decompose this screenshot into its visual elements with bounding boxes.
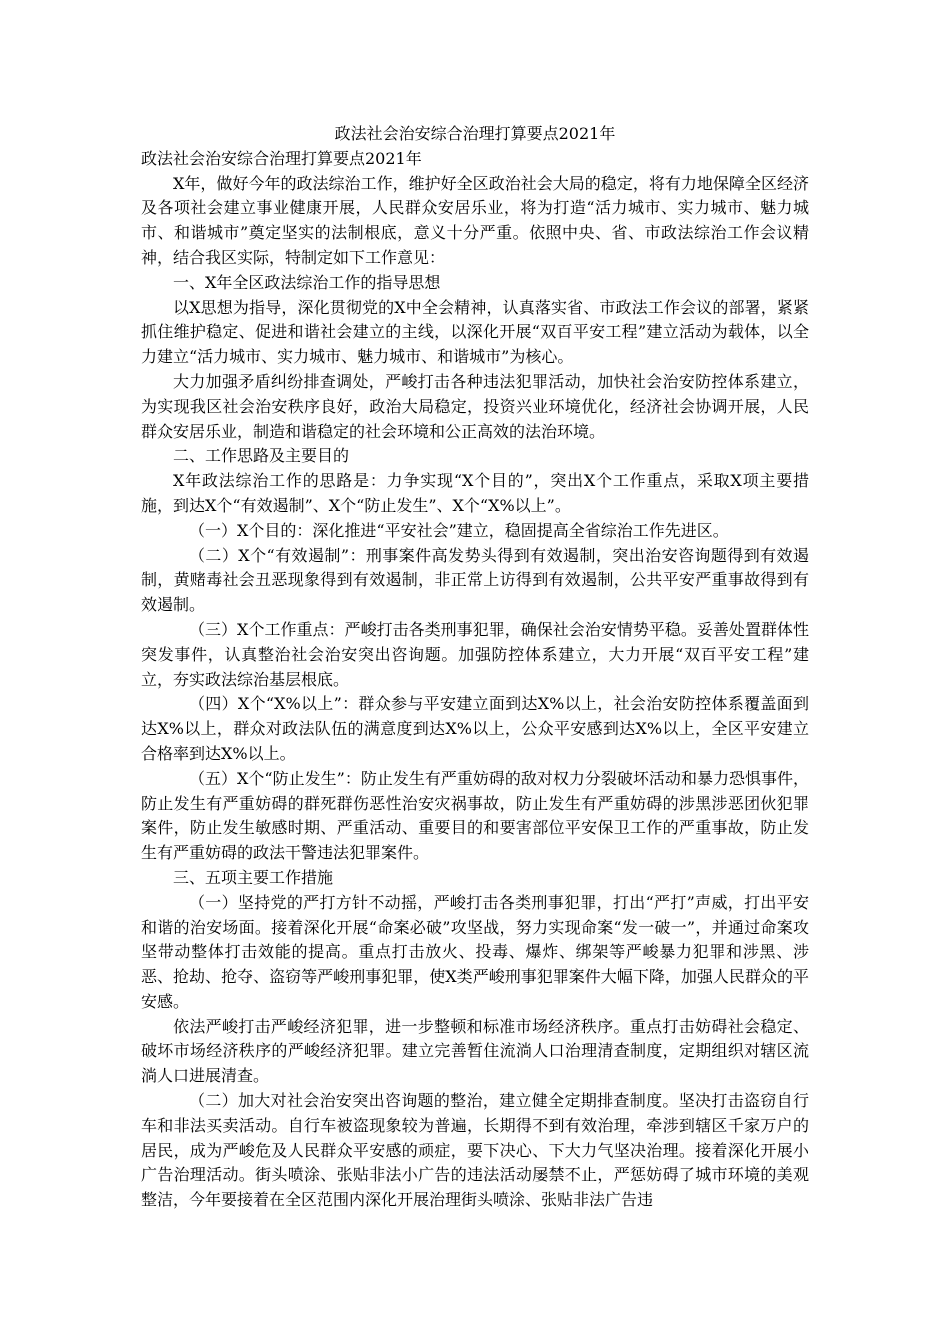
section-2-heading: 二、工作思路及主要目的 [173,446,350,466]
section-1-heading: 一、X年全区政法综治工作的指导思想 [173,272,441,292]
section-1-paragraph-1: 以X思想为指导，深化贯彻党的X中全会精神，认真落实省、市政法工作会议的部署，紧紧抓住维护稳定、促进和谐社会建立的主线，以深化开展“双百平安工程”建立活动为载体，以全力建立“活力城市、实力城市、魅力城市、和谐城市”为核心。 [141,297,809,367]
document-subtitle: 政法社会治安综合治理打算要点2021年 [141,148,422,168]
section-3-item-2: （二）加大对社会治安突出咨询题的整治，建立健全定期排查制度。坚决打击盗窃自行车和非法买卖活动。自行车被盗现象较为普遍，长期得不到有效治理，牵涉到辖区千家万户的居民，成为严峻危及人民群众平安感的顽症，要下决心、下大力气坚决治理。接着深化开展小广告治理活动。街头喷涂、张贴非法小广告的违法活动屡禁不止，严惩妨碍了城市环境的美观整洁，今年要接着在全区范围内深化开展治理街头喷涂、张贴非法广告违 [141,1091,809,1210]
section-1-paragraph-2: 大力加强矛盾纠纷排查调处，严峻打击各种违法犯罪活动，加快社会治安防控体系建立，为实现我区社会治安秩序良好，政治大局稳定，投资兴业环境优化，经济社会协调开展，人民群众安居乐业，制造和谐稳定的社会环境和公正高效的法治环境。 [141,371,809,441]
section-2-item-1: （一）X个目的：深化推进“平安社会”建立，稳固提高全省综治工作先进区。 [189,520,729,540]
section-2-item-4: （四）X个“X%以上”：群众参与平安建立面到达X%以上，社会治安防控体系覆盖面到达X%以上，群众对政法队伍的满意度到达X%以上，公众平安感到达X%以上，全区平安建立合格率到达X%以上。 [141,694,809,763]
section-2-item-2: （二）X个“有效遏制”：刑事案件高发势头得到有效遏制，突出治安咨询题得到有效遏制，黄赌毒社会丑恶现象得到有效遏制，非正常上访得到有效遏制，公共平安严重事故得到有效遏制。 [141,545,809,615]
section-2-item-3: （三）X个工作重点：严峻打击各类刑事犯罪，确保社会治安情势平稳。妥善处置群体性突发事件，认真整治社会治安突出咨询题。加强防控体系建立，大力开展“双百平安工程”建立，夯实政法综治基层根底。 [141,619,809,689]
document-page [141,122,809,1213]
section-2-paragraph-1: X年政法综治工作的思路是：力争实现“X个目的”，突出X个工作重点，采取X项主要措施，到达X个“有效遏制”、X个“防止发生”、X个“X%以上”。 [141,471,809,515]
section-3-heading: 三、五项主要工作措施 [173,867,334,887]
section-3-paragraph-1: 依法严峻打击严峻经济犯罪，进一步整顿和标准市场经济秩序。重点打击妨碍社会稳定、破坏市场经济秩序的严峻经济犯罪。建立完善暂住流淌人口治理清查制度，定期组织对辖区流淌人口进展清查。 [141,1016,809,1086]
document-title: 政法社会治安综合治理打算要点2021年 [334,124,616,143]
section-2-item-5: （五）X个“防止发生”：防止发生有严重妨碍的敌对权力分裂破坏活动和暴力恐惧事件，防止发生有严重妨碍的群死群伤恶性治安灾祸事故，防止发生有严重妨碍的涉黑涉恶团伙犯罪案件，防止发生敏感时期、严重活动、重要目的和要害部位平安保卫工作的严重事故，防止发生有严重妨碍的政法干警违法犯罪案件。 [141,768,809,863]
intro-paragraph: X年，做好今年的政法综治工作，维护好全区政治社会大局的稳定，将有力地保障全区经济及各项社会建立事业健康开展，人民群众安居乐业，将为打造“活力城市、实力城市、魅力城市、和谐城市”奠定坚实的法制根底，意义十分严重。依照中央、省、市政法综治工作会议精神，结合我区实际，特制定如下工作意见： [141,173,809,267]
section-3-item-1: （一）坚持党的严打方针不动摇，严峻打击各类刑事犯罪，打出“严打”声威，打出平安和谐的治安场面。接着深化开展“命案必破”攻坚战，努力实现命案“发一破一”，并通过命案攻坚带动整体打击效能的提高。重点打击放火、投毒、爆炸、绑架等严峻暴力犯罪和涉黑、涉恶、抢劫、抢夺、盗窃等严峻刑事犯罪，使X类严峻刑事犯罪案件大幅下降，加强人民群众的平安感。 [141,892,809,1011]
